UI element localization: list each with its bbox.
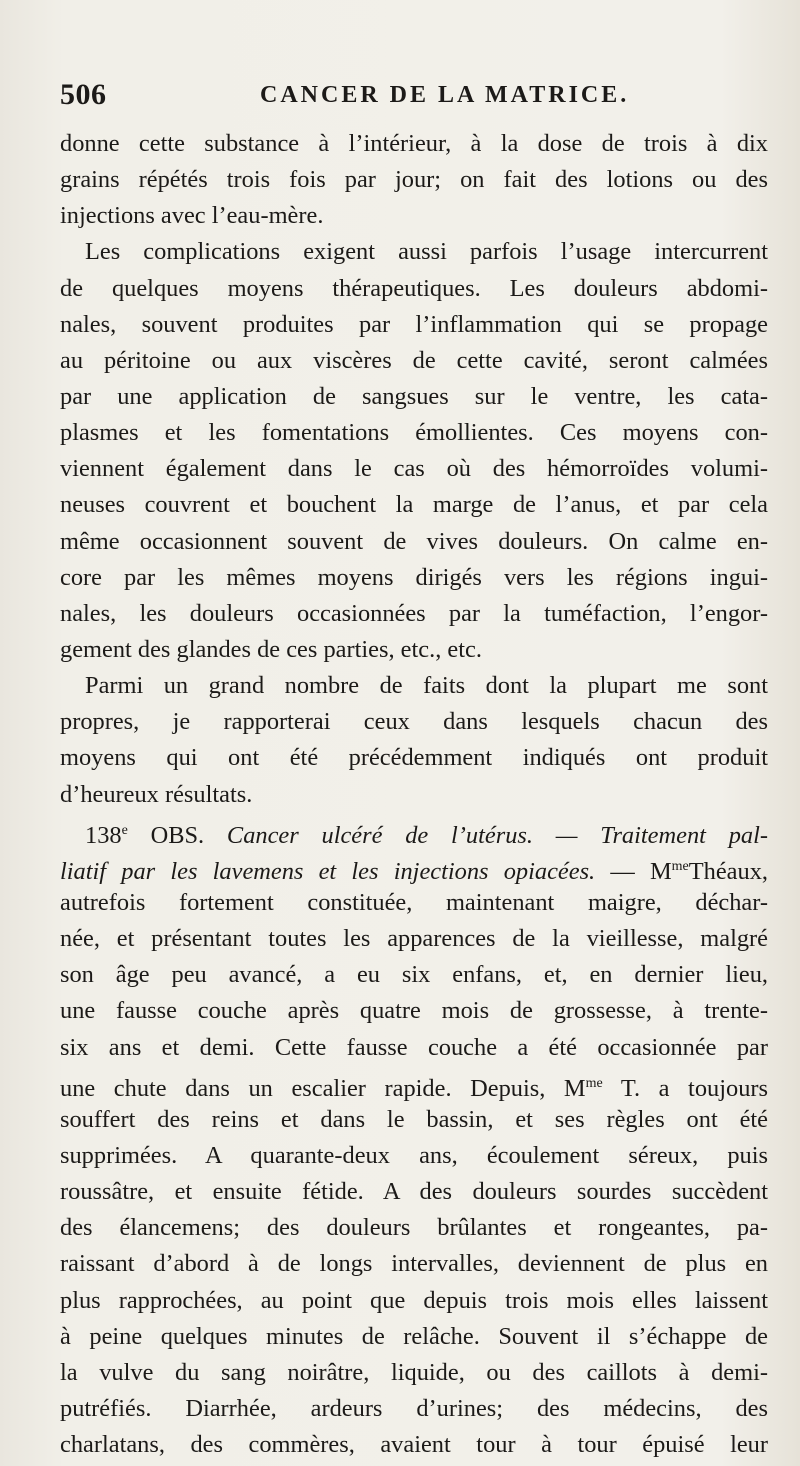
text-line: de quelques moyens thérapeutiques. Les douleurs abdomi-: [60, 274, 768, 302]
observation-number-suffix: e: [121, 822, 128, 838]
text-line: gement des glandes de ces parties, etc., etc.: [60, 635, 482, 663]
observation-title-part2: liatif par les lavemens et les injections opiacées.: [60, 857, 596, 885]
text-line: charlatans, des commères, avaient tour à tour épuisé leur: [60, 1431, 768, 1459]
text-line: injections avec l’eau-mère.: [60, 202, 324, 230]
observation-label: OBS.: [150, 821, 205, 849]
running-title: CANCER DE LA MATRICE.: [260, 82, 630, 108]
text-line: core par les mêmes moyens dirigés vers les régions ingui-: [60, 563, 768, 591]
text-line: Les complications exigent aussi parfois l’usage intercurrent: [85, 238, 768, 266]
text-line: grains répétés trois fois par jour; on fait des lotions ou des: [60, 166, 768, 194]
text-segment: T. a toujours: [620, 1074, 768, 1102]
text-line: [60, 1066, 768, 1102]
observation-heading-line: [60, 849, 768, 885]
observation-number: 138: [85, 821, 122, 849]
text-line: même occasionnent souvent de vives douleurs. On calme en-: [60, 527, 768, 555]
text-line: née, et présentant toutes les apparences de la vieillesse, malgré: [60, 925, 768, 953]
text-line: plus rapprochées, au point que depuis trois mois elles laissent: [60, 1286, 768, 1314]
text-line: à peine quelques minutes de relâche. Souvent il s’échappe de: [60, 1322, 768, 1350]
text-segment: une chute dans un escalier rapide. Depuis, M: [60, 1074, 586, 1102]
page-number: 506: [60, 78, 107, 111]
mme-abbrev-suffix: me: [585, 1075, 603, 1091]
text-line: d’heureux résultats.: [60, 780, 253, 808]
text-line: supprimées. A quarante-deux ans, écoulement séreux, puis: [60, 1141, 768, 1169]
text-line: roussâtre, et ensuite fétide. A des douleurs sourdes succèdent: [60, 1178, 768, 1206]
text-line: six ans et demi. Cette fausse couche a été occasionnée par: [60, 1033, 768, 1061]
text-line: nales, souvent produites par l’inflammation qui se propage: [60, 310, 768, 338]
text-line: plasmes et les fomentations émollientes. Ces moyens con-: [60, 419, 768, 447]
body-text: [60, 126, 768, 1463]
mme-abbrev-suffix: me: [671, 858, 689, 874]
text-line: moyens qui ont été précédemment indiqués ont produit: [60, 744, 768, 772]
text-line: putréfiés. Diarrhée, ardeurs d’urines; des médecins, des: [60, 1394, 768, 1422]
patient-name: Théaux,: [688, 857, 768, 885]
text-line: au péritoine ou aux viscères de cette cavité, seront calmées: [60, 346, 768, 374]
observation-heading-line: [60, 813, 768, 849]
text-line: nales, les douleurs occasionnées par la tuméfaction, l’engor-: [60, 599, 768, 627]
text-line: une fausse couche après quatre mois de grossesse, à trente-: [60, 997, 768, 1025]
text-line: raissant d’abord à de longs intervalles, deviennent de plus en: [60, 1250, 768, 1278]
text-line: autrefois fortement constituée, maintenant maigre, déchar-: [60, 888, 768, 916]
text-line: par une application de sangsues sur le ventre, les cata-: [60, 382, 768, 410]
observation-dash: — M: [610, 857, 672, 885]
text-line: propres, je rapporterai ceux dans lesquels chacun des: [60, 708, 768, 736]
text-line: son âge peu avancé, a eu six enfans, et, en dernier lieu,: [60, 961, 768, 989]
page-header: [60, 78, 750, 118]
text-line: Parmi un grand nombre de faits dont la plupart me sont: [85, 672, 768, 700]
text-line: neuses couvrent et bouchent la marge de l’anus, et par cela: [60, 491, 768, 519]
text-line: la vulve du sang noirâtre, liquide, ou des caillots à demi-: [60, 1358, 768, 1386]
text-line: des élancemens; des douleurs brûlantes et rongeantes, pa-: [60, 1214, 768, 1242]
text-line: souffert des reins et dans le bassin, et ses règles ont été: [60, 1105, 768, 1133]
text-line: viennent également dans le cas où des hémorroïdes volumi-: [60, 455, 768, 483]
text-line: donne cette substance à l’intérieur, à la dose de trois à dix: [60, 130, 768, 157]
observation-title-part1: Cancer ulcéré de l’utérus. — Traitement pal-: [226, 821, 768, 849]
